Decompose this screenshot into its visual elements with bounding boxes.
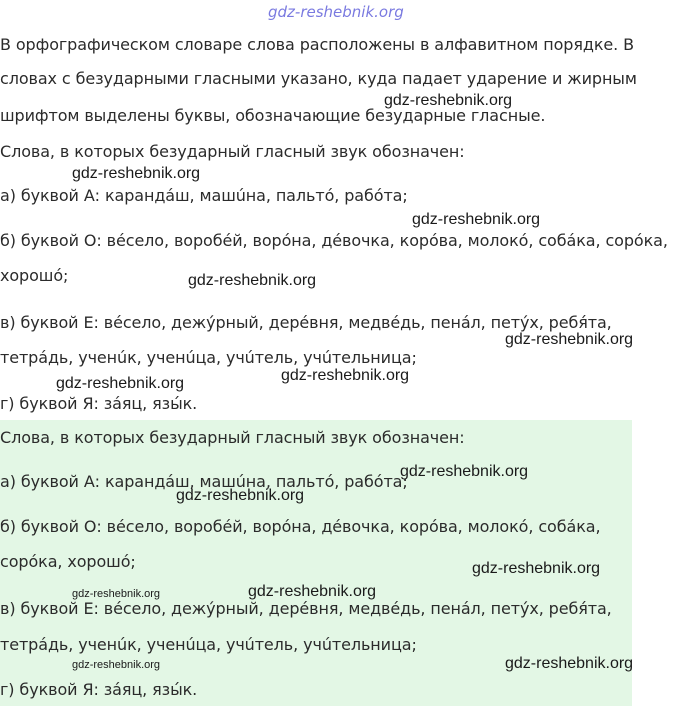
section1-heading: Слова, в которых безударный гласный звук обозначен:: [0, 142, 465, 161]
watermark: gdz-reshebnik.org: [472, 560, 601, 577]
watermark: gdz-reshebnik.org: [281, 367, 410, 384]
section2-item-g: г) буквой Я: зáяц, язы́к.: [0, 680, 198, 699]
watermark: gdz-reshebnik.org: [384, 92, 513, 109]
watermark: gdz-reshebnik.org: [176, 487, 305, 504]
watermark: gdz-reshebnik.org: [188, 272, 317, 289]
section2-item-v-line1: в) буквой Е: вéсело, дежýрный, дерéвня, медвéдь, пенáл, петýх, ребя́та,: [0, 599, 612, 618]
section1-item-b-line2: хорошó;: [0, 266, 69, 285]
section1-item-b-line1: б) буквой О: вéсело, воробéй, ворóна, дéвочка, корóва, молокó, собáка, сорóка,: [0, 231, 668, 250]
watermark: gdz-reshebnik.org: [72, 165, 201, 182]
watermark: gdz-reshebnik.org: [56, 375, 185, 392]
watermark: gdz-reshebnik.org: [505, 655, 634, 672]
section1-item-g: г) буквой Я: зáяц, язы́к.: [0, 394, 198, 413]
intro-line-1: В орфографическом словаре слова расположены в алфавитном порядке. В: [0, 35, 634, 54]
intro-line-3: шрифтом выделены буквы, обозначающие безударные гласные.: [0, 106, 546, 125]
section2-item-v-line2: тетрáдь, ученúк, ученúца, учúтель, учúтельница;: [0, 635, 417, 654]
watermark: gdz-reshebnik.org: [72, 588, 161, 600]
section1-item-v-line2: тетрáдь, ученúк, ученúца, учúтель, учúтельница;: [0, 348, 417, 367]
section1-item-v-line1: в) буквой Е: вéсело, дежýрный, дерéвня, медвéдь, пенáл, петýх, ребя́та,: [0, 313, 612, 332]
watermark: gdz-reshebnik.org: [248, 583, 377, 600]
watermark: gdz-reshebnik.org: [412, 211, 541, 228]
header-watermark[interactable]: gdz-reshebnik.org: [268, 3, 404, 21]
section2-item-b-line1: б) буквой О: вéсело, воробéй, ворóна, дéвочка, корóва, молокó, собáка,: [0, 517, 601, 536]
watermark: gdz-reshebnik.org: [400, 463, 529, 480]
intro-line-2: словах с безударными гласными указано, куда падает ударение и жирным: [0, 69, 637, 88]
watermark: gdz-reshebnik.org: [505, 331, 634, 348]
section2-item-a: а) буквой А: карандáш, машúна, пальтó, рабóта;: [0, 472, 408, 491]
section1-item-a: а) буквой А: карандáш, машúна, пальтó, рабóта;: [0, 186, 408, 205]
section2-heading: Слова, в которых безударный гласный звук обозначен:: [0, 428, 465, 447]
watermark: gdz-reshebnik.org: [72, 659, 161, 671]
section2-item-b-line2: сорóка, хорошó;: [0, 552, 136, 571]
